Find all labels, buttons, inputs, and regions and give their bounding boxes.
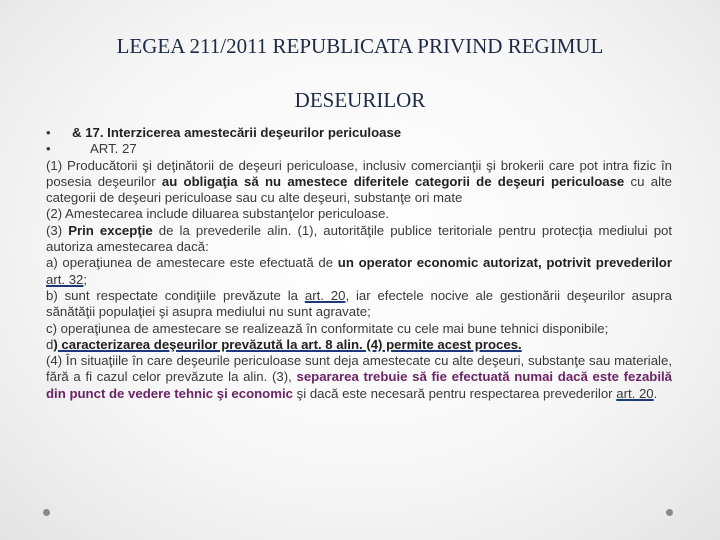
bullet-item: [46, 125, 672, 141]
item-a: [46, 255, 672, 288]
emphasis-text: un operator economic autorizat, potrivit prevederilor: [337, 255, 672, 271]
paragraph-text: (3): [46, 222, 69, 238]
paragraph-2: (2) Amestecarea include diluarea substanţelor periculoase.: [46, 206, 390, 222]
item-c: c) operaţiunea de amestecare se realizează în conformitate cu cele mai bune tehnici disponibile;: [46, 320, 609, 336]
paragraph-text: b) sunt respectate condiţiile prevăzute la: [46, 287, 305, 303]
paragraph-text: d: [46, 336, 54, 352]
paragraph-text: .: [653, 385, 658, 401]
paragraph-text: cu alte categorii de deşeuri periculoase sau cu alte deşeuri, substanţe ori mate: [46, 173, 672, 206]
slide-title-line-2: DESEURILOR: [294, 88, 426, 112]
paragraph-1: [46, 158, 672, 207]
paragraph-4: [46, 353, 672, 402]
article-reference-link[interactable]: art. 20: [304, 287, 346, 303]
bullet-marker: •: [46, 125, 51, 140]
paragraph-text: de la prevederile alin. (1), autorităţile publice teritoriale pentru protecţia mediului pot autoriza amestecarea dacă:: [46, 222, 673, 255]
paragraph-text: (4) În situaţiile în care deşeurile periculoase sunt deja amestecate cu alte deşeuri, substanţe sau materiale, fără a fi cazul celor prevăzute la alin. (3),: [46, 353, 672, 385]
decorative-dot-right: [666, 509, 673, 516]
item-b: [46, 288, 672, 321]
article-reference-link[interactable]: art. 32: [46, 271, 84, 287]
paragraph-text: ;: [83, 271, 88, 287]
paragraph-3: [46, 223, 672, 256]
emphasis-text: Prin excepţie: [68, 222, 153, 238]
highlight-text: separarea trebuie să fie efectuată numai dacă este fezabilă din punct de vedere tehnic şi economic: [46, 369, 672, 401]
paragraph-text: (1) Producătorii şi deţinătorii de deşeuri periculoase, inclusiv comercianţii şi brokerii care pot intra fizic în posesia deşeurilor: [46, 157, 672, 189]
emphasis-text: au obligaţia să nu amestece diferitele categorii de deşeuri periculoase: [161, 173, 625, 189]
bullet-text: ART. 27: [90, 141, 137, 157]
emphasis-text: ) caracterizarea deşeurilor prevăzută la art. 8 alin. (4) permite acest proces.: [53, 336, 522, 352]
item-d: [46, 337, 672, 353]
paragraph-text: , iar efectele nocive ale gestionării deşeurilor asupra sănătăţii populaţiei şi asupra mediului nu sunt agravate;: [46, 287, 672, 320]
article-reference-link[interactable]: art. 20: [616, 385, 654, 401]
bullet-text: & 17. Interzicerea amestecării deşeurilor periculoase: [72, 125, 402, 140]
decorative-dot-left: [43, 509, 50, 516]
paragraph-text: şi dacă este necesară pentru respectarea prevederilor: [292, 385, 617, 401]
bullet-item: [46, 141, 672, 157]
slide-title-line-1: LEGEA 211/2011 REPUBLICATA PRIVIND REGIMUL: [116, 34, 604, 58]
law-text-body: [46, 125, 672, 402]
bullet-marker: •: [46, 141, 51, 157]
paragraph-text: a) operaţiunea de amestecare este efectuată de: [46, 255, 338, 271]
